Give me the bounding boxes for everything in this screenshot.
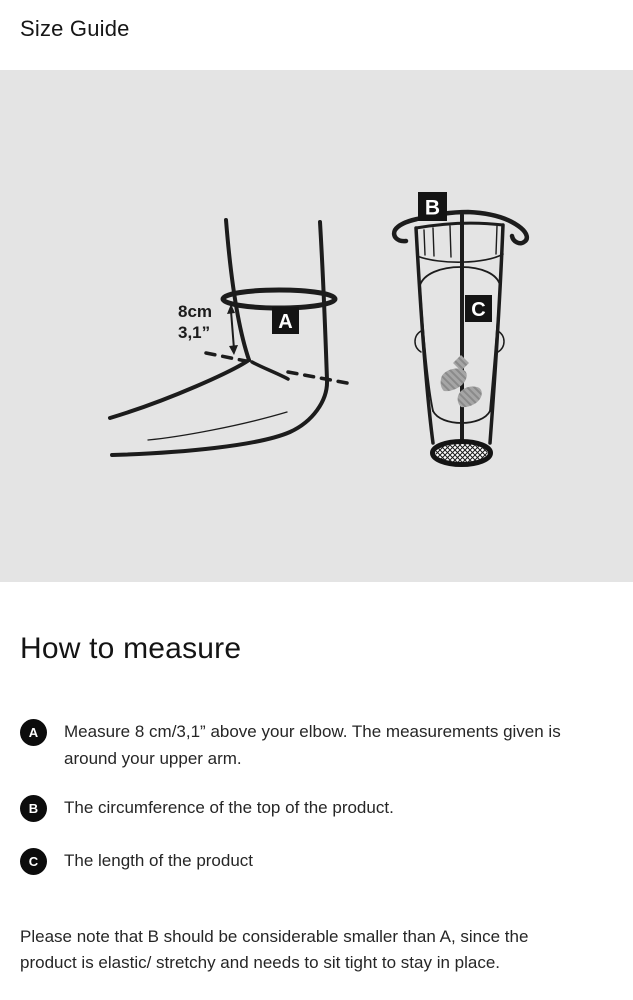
item-a-line-2: around your upper arm. [64,749,242,768]
arm-outline [110,360,249,418]
arm-figure [110,220,347,455]
sleeve-figure [394,192,527,465]
item-c-marker: C [20,848,47,875]
item-b-text [64,794,394,821]
badge-c-label: C [471,299,486,321]
arm-outline [112,222,327,455]
sleeve-outline [416,223,503,228]
bottom-cuff [433,442,491,465]
item-a-text [64,718,561,772]
measurement-illustration [0,70,633,582]
badge-b [418,192,447,221]
measure-item-a [20,718,561,772]
measuring-band [223,290,335,308]
brand-logo-icon [441,355,482,407]
item-c-line-1: The length of the product [64,851,254,870]
side-notch [415,331,421,352]
forearm-crease-line [148,412,287,440]
item-a-line-1: Measure 8 cm/3,1” above your elbow. The measurements given is [64,722,561,741]
badge-c [465,295,492,322]
item-c-text [64,847,253,874]
distance-label-cm: 8cm [178,302,213,321]
item-a-marker: A [20,719,47,746]
illustration-panel [0,70,633,582]
distance-label-inch: 3,1” [178,323,211,342]
elbow-dashed-line [206,353,246,361]
badge-a [272,307,299,334]
fit-note-line-2: product is elastic/ stretchy and needs to sit tight to stay in place. [20,953,501,972]
item-b-marker: B [20,795,47,822]
fit-note [20,924,528,976]
elbow-crease-line [252,362,288,379]
elbow-dashed-line [288,372,347,383]
how-to-measure-heading: How to measure [20,632,242,665]
fit-note-line-1: Please note that B should be considerable smaller than A, since the [20,927,529,946]
measure-item-b [20,794,394,822]
badge-a-label: A [278,311,293,333]
page-title: Size Guide [20,16,130,41]
measure-item-c [20,847,253,875]
item-b-line-1: The circumference of the top of the product. [64,798,394,817]
badge-b-label: B [424,196,441,220]
